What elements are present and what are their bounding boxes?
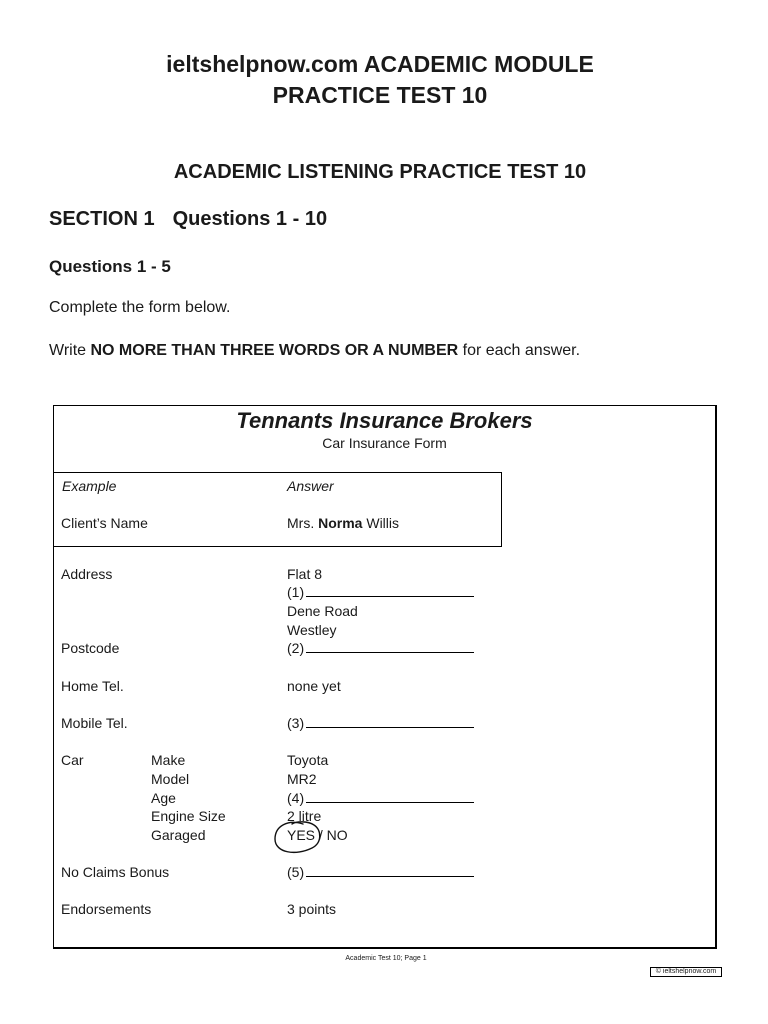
page-title-line2: PRACTICE TEST 10 xyxy=(272,82,488,108)
instruction-write-prefix: Write xyxy=(49,342,91,359)
answer-blank-4[interactable] xyxy=(306,790,474,803)
answer-blank-2[interactable] xyxy=(306,640,474,653)
mobile-tel-label: Mobile Tel. xyxy=(61,715,128,731)
engine-size-label: Engine Size xyxy=(151,808,226,824)
question-4-field[interactable] xyxy=(287,789,474,808)
garaged-value: YES / NO xyxy=(287,827,348,843)
car-make-value: Toyota xyxy=(287,752,329,768)
example-box xyxy=(53,472,502,547)
question-2-field[interactable] xyxy=(287,639,474,658)
client-name-label: Client’s Name xyxy=(61,515,148,531)
client-name-bold: Norma xyxy=(318,515,363,531)
question-5-field[interactable] xyxy=(287,863,474,882)
answer-blank-3[interactable] xyxy=(306,715,474,728)
endorsements-label: Endorsements xyxy=(61,901,152,917)
car-model-value: MR2 xyxy=(287,771,317,787)
instruction-complete: Complete the form below. xyxy=(49,299,231,316)
question-3-field[interactable] xyxy=(287,714,474,733)
home-tel-value: none yet xyxy=(287,678,341,694)
question-2-number: (2) xyxy=(287,640,305,656)
question-4-number: (4) xyxy=(287,790,305,806)
instruction-write-bold: NO MORE THAN THREE WORDS OR A NUMBER xyxy=(90,342,459,359)
endorsements-value: 3 points xyxy=(287,901,337,917)
engine-size-value: 2 litre xyxy=(287,808,322,824)
section-label: SECTION 1 xyxy=(49,208,155,230)
answer-blank-1[interactable] xyxy=(306,584,474,597)
instruction-write-suffix: for each answer. xyxy=(458,342,581,359)
page-footer: Academic Test 10; Page 1 xyxy=(345,955,427,962)
car-model-label: Model xyxy=(151,771,190,787)
section-heading xyxy=(49,208,327,231)
answer-blank-5[interactable] xyxy=(306,864,474,877)
postcode-label: Postcode xyxy=(61,640,120,656)
address-line3: Dene Road xyxy=(287,603,358,619)
question-1-field[interactable] xyxy=(287,583,474,602)
home-tel-label: Home Tel. xyxy=(61,678,124,694)
form-title: Tennants Insurance Brokers xyxy=(236,408,533,433)
subsection-heading: Questions 1 - 5 xyxy=(49,257,171,276)
address-line4: Westley xyxy=(287,622,337,638)
question-1-number: (1) xyxy=(287,584,305,600)
question-5-number: (5) xyxy=(287,864,305,880)
instruction-write xyxy=(49,342,580,360)
client-name-suffix: Willis xyxy=(362,515,400,531)
test-subtitle: ACADEMIC LISTENING PRACTICE TEST 10 xyxy=(173,161,587,183)
client-name-value xyxy=(287,514,399,533)
copyright-badge: © ieltshelpnow.com xyxy=(650,967,722,977)
form-subtitle: Car Insurance Form xyxy=(322,435,447,451)
garaged-label: Garaged xyxy=(151,827,206,843)
answer-label: Answer xyxy=(287,478,334,494)
address-label: Address xyxy=(61,566,113,582)
no-claims-label: No Claims Bonus xyxy=(61,864,170,880)
car-label: Car xyxy=(61,752,84,768)
address-line1: Flat 8 xyxy=(287,566,323,582)
question-3-number: (3) xyxy=(287,715,305,731)
answer-circle-mark xyxy=(270,818,330,860)
example-label: Example xyxy=(62,478,117,494)
client-name-prefix: Mrs. xyxy=(287,515,319,531)
section-questions: Questions 1 - 10 xyxy=(172,208,328,230)
page-title-line1: ieltshelpnow.com ACADEMIC MODULE xyxy=(166,51,594,77)
car-make-label: Make xyxy=(151,752,186,768)
car-age-label: Age xyxy=(151,790,176,806)
